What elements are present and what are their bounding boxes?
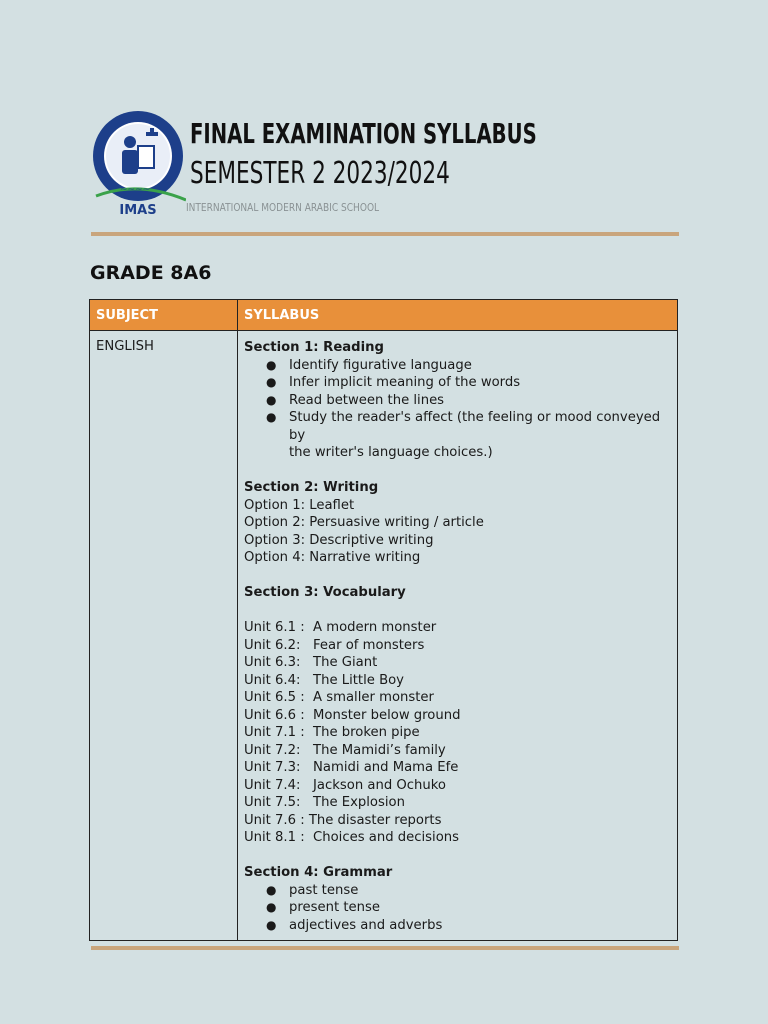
writing-option: Option 4: Narrative writing (244, 550, 421, 565)
syllabus-table (89, 299, 678, 941)
vocab-unit: Unit 7.2: The Mamidi’s family (244, 742, 446, 758)
vocab-unit: Unit 6.6 : Monster below ground (244, 707, 461, 723)
list-item: ● Infer implicit meaning of the words (266, 375, 521, 390)
table-header-row (90, 300, 678, 331)
writing-option: Option 2: Persuasive writing / article (244, 515, 484, 530)
subject-cell: ENGLISH (90, 331, 238, 941)
list-item: ● present tense (266, 900, 380, 915)
list-item: ● adjectives and adverbs (266, 917, 443, 933)
header-subject: SUBJECT (90, 300, 238, 331)
vocab-unit: Unit 7.1 : The broken pipe (244, 725, 420, 740)
vocab-unit: Unit 7.6 : The disaster reports (244, 812, 442, 828)
vocab-unit: Unit 6.5 : A smaller monster (244, 690, 434, 705)
logo-text: IMAS (119, 203, 157, 218)
vocab-unit: Unit 6.1 : A modern monster (244, 620, 437, 635)
list-item: ● Study the reader's affect (the feeling or mood conveyed by (266, 410, 661, 443)
vocab-unit: Unit 8.1 : Choices and decisions (244, 830, 459, 845)
section-3-title: Section 3: Vocabulary (244, 585, 406, 600)
list-item-continuation: the writer's language choices.) (289, 445, 493, 460)
syllabus-cell (238, 331, 678, 941)
vocab-unit: Unit 7.4: Jackson and Ochuko (244, 777, 446, 793)
vocab-unit: Unit 6.4: The Little Boy (244, 672, 404, 688)
title-block (190, 116, 635, 194)
section-1-list (244, 357, 671, 462)
bullet-icon: ● (266, 375, 277, 389)
bullet-icon: ● (266, 392, 277, 407)
school-logo (90, 110, 186, 218)
writing-option: Option 1: Leaflet (244, 497, 355, 513)
header-syllabus: SYLLABUS (238, 300, 678, 331)
section-4-title: Section 4: Grammar (244, 865, 393, 880)
list-item: ● Read between the lines (266, 392, 445, 408)
section-1-title: Section 1: Reading (244, 340, 384, 355)
bullet-icon: ● (266, 410, 277, 424)
bullet-icon: ● (266, 917, 277, 932)
section-4-list (244, 882, 671, 935)
top-divider (91, 232, 679, 236)
vocab-unit: Unit 6.3: The Giant (244, 655, 378, 670)
grade-heading: GRADE 8A6 (90, 262, 212, 284)
page-subtitle: SEMESTER 2 2023/2024 (190, 156, 450, 191)
vocab-unit: Unit 7.5: The Explosion (244, 795, 405, 810)
svg-text:~~~~: ~~~~ (120, 185, 151, 195)
table-row (90, 331, 678, 941)
writing-option: Option 3: Descriptive writing (244, 532, 434, 548)
bullet-icon: ● (266, 882, 277, 897)
bullet-icon: ● (266, 900, 277, 914)
school-name: INTERNATIONAL MODERN ARABIC SCHOOL (186, 202, 380, 214)
section-2-title: Section 2: Writing (244, 480, 379, 495)
page-title: FINAL EXAMINATION SYLLABUS (190, 117, 537, 150)
vocab-unit: Unit 7.3: Namidi and Mama Efe (244, 760, 459, 775)
list-item: ● Identify figurative language (266, 357, 472, 373)
vocab-unit: Unit 6.2: Fear of monsters (244, 637, 425, 653)
bottom-divider (91, 946, 679, 950)
list-item: ● past tense (266, 882, 359, 898)
bullet-icon: ● (266, 357, 277, 372)
